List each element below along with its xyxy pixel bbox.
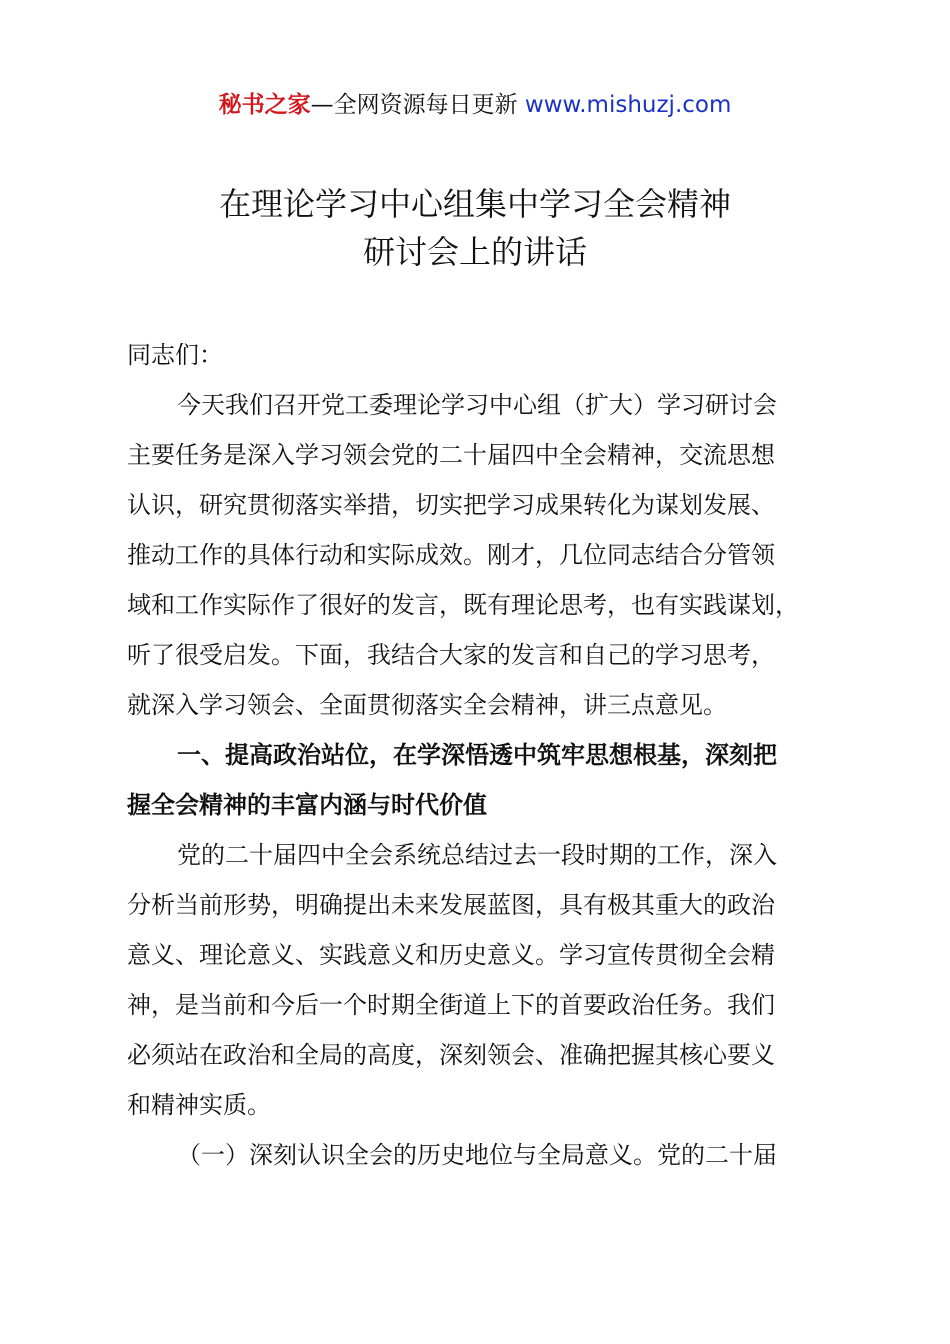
salutation: 同志们： (127, 341, 223, 369)
document-body (127, 330, 837, 1180)
paragraph-line: 今天我们召开党工委理论学习中心组（扩大）学习研讨会 (177, 391, 777, 419)
site-brand: 秘书之家 (218, 92, 311, 118)
title-line: 研讨会上的讲话 (362, 233, 587, 271)
site-tagline: —全网资源每日更新 (310, 92, 518, 118)
paragraph-line: 分析当前形势，明确提出未来发展蓝图，具有极其重大的政治 (127, 891, 775, 919)
paragraph-line: 推动工作的具体行动和实际成效。刚才，几位同志结合分管领 (127, 541, 775, 569)
paragraph-line: 必须站在政治和全局的高度，深刻领会、准确把握其核心要义 (127, 1041, 775, 1069)
title-line: 在理论学习中心组集中学习全会精神 (218, 185, 731, 223)
paragraph-line: 听了很受启发。下面，我结合大家的发言和自己的学习思考， (127, 641, 775, 669)
document-title (0, 180, 950, 276)
paragraph-line: 域和工作实际作了很好的发言，既有理论思考，也有实践谋划， (127, 591, 799, 619)
paragraph-line: 就深入学习领会、全面贯彻落实全会精神，讲三点意见。 (127, 691, 727, 719)
section-heading: 一、提高政治站位，在学深悟透中筑牢思想根基，深刻把 (177, 741, 777, 769)
paragraph-line: 神，是当前和今后一个时期全街道上下的首要政治任务。我们 (127, 991, 775, 1019)
site-header (0, 88, 950, 122)
paragraph-line: 党的二十届四中全会系统总结过去一段时期的工作，深入 (177, 841, 777, 869)
paragraph-line: 认识，研究贯彻落实举措，切实把学习成果转化为谋划发展、 (127, 491, 775, 519)
paragraph-line: 主要任务是深入学习领会党的二十届四中全会精神，交流思想 (127, 441, 775, 469)
section-heading: 握全会精神的丰富内涵与时代价值 (127, 791, 487, 819)
paragraph-line: （一）深刻认识全会的历史地位与全局意义。党的二十届 (177, 1141, 777, 1169)
site-url-link[interactable]: www.mishuzj.com (524, 92, 732, 118)
paragraph-line: 意义、理论意义、实践意义和历史意义。学习宣传贯彻全会精 (127, 941, 775, 969)
paragraph-line: 和精神实质。 (127, 1091, 271, 1119)
